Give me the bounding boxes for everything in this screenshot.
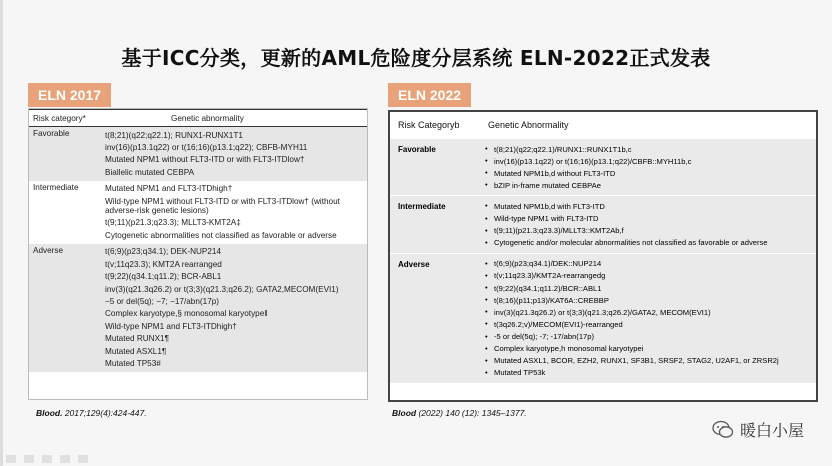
genetic-abnormality: inv(3)(q21.3q26.2) or t(3;3)(q21.3;q26.2); GATA2,MECOM(EVI1) [105,284,339,294]
genetic-abnormality: Mutated NPM1 without FLT3-ITD or with FLT3-ITDlow† [105,155,305,165]
genetic-abnormality: Wild-type NPM1 and FLT3-ITDhigh† [105,321,237,331]
citation-details: 2017;129(4):424-447. [62,408,147,418]
genetic-abnormality: • Cytogenetic and/or molecular abnormalities not classified as favorable or adverse [484,237,812,249]
genetic-abnormality-list [101,181,367,244]
genetic-abnormality: • t(8;21)(q22;q22.1)/RUNX1::RUNX1T1b,c [484,143,812,155]
genetic-abnormality: Complex karyotype,§ monosomal karyotype‖ [105,309,268,319]
genetic-abnormality: Mutated ASXL1¶ [105,346,167,356]
genetic-abnormality-list [480,139,816,196]
genetic-abnormality: t(9;11)(p21.3;q23.3); MLLT3-KMT2A‡ [105,218,241,228]
genetic-abnormality-list [101,127,367,181]
genetic-abnormality: • t(3q26.2;v)/MECOM(EVI1)-rearranged [484,318,812,330]
genetic-abnormality: • t(6;9)(p23;q34.1)/DEK::NUP214 [484,258,812,270]
genetic-abnormality: Wild-type NPM1 without FLT3-ITD or with FLT3-ITDlow† (without adverse-risk genetic lesions) [105,196,340,216]
citation-journal: Blood [392,408,417,418]
genetic-abnormality: • Wild-type NPM1 with FLT3-ITD [484,213,812,225]
watermark-text: 暖白小屋 [740,421,805,440]
genetic-abnormality: Mutated NPM1 and FLT3-ITDhigh† [105,184,233,194]
genetic-abnormality: • t(9;11)(p21.3;q23.3)/MLLT3::KMT2Ab,f [484,225,812,237]
citation-2017 [36,408,147,418]
eln2017-badge: ELN 2017 [28,83,111,107]
risk-row-intermediate [29,181,367,244]
citation-2022 [392,408,527,418]
header-risk-category: Risk category* [29,110,101,127]
toolbar-back-button[interactable] [6,455,16,463]
risk-row-favorable [390,139,816,196]
toolbar-pen-button[interactable] [42,455,52,463]
genetic-abnormality: • Mutated ASXL1, BCOR, EZH2, RUNX1, SF3B1, SRSF2, STAG2, U2AF1, or ZRSR2j [484,355,812,367]
genetic-abnormality: • t(v;11q23.3)/KMT2A-rearrangedg [484,270,812,282]
genetic-abnormality: t(v;11q23.3); KMT2A rearranged [105,259,222,269]
genetic-abnormality-list [480,253,816,383]
genetic-abnormality: Mutated TP53# [105,359,161,369]
genetic-abnormality: Cytogenetic abnormalities not classified as favorable or adverse [105,230,337,240]
header-risk-category: Risk Categoryb [398,120,460,130]
genetic-abnormality: • bZIP in-frame mutated CEBPAe [484,179,812,191]
citation-details: (2022) 140 (12): 1345–1377. [416,408,527,418]
genetic-abnormality: • t(8;16)(p11;p13)/KAT6A::CREBBP [484,294,812,306]
watermark [712,418,804,441]
toolbar-forward-button[interactable] [24,455,34,463]
genetic-abnormality: Biallelic mutated CEBPA [105,167,195,177]
toolbar-more-button[interactable] [78,455,88,463]
genetic-abnormality: t(6;9)(p23;q34.1); DEK-NUP214 [105,247,222,257]
eln2022-badge: ELN 2022 [388,83,471,107]
genetic-abnormality: • inv(3)(q21.3q26.2) or t(3;3)(q21.3;q26.2)/GATA2, MECOM(EVI1) [484,306,812,318]
wechat-icon [712,420,734,440]
genetic-abnormality: inv(16)(p13.1q22) or t(16;16)(p13.1;q22); CBFB-MYH11 [105,142,308,152]
risk-category: Favorable [390,139,480,196]
genetic-abnormality: • t(9;22)(q34.1;q11.2)/BCR::ABL1 [484,282,812,294]
eln2017-table-panel [28,108,368,400]
risk-category: Adverse [390,253,480,383]
genetic-abnormality: • inv(16)(p13.1q22) or t(16;16)(p13.1;q22)/CBFB::MYH11b,c [484,155,812,167]
risk-row-intermediate [390,196,816,253]
risk-category: Intermediate [33,182,79,192]
genetic-abnormality: t(8;21)(q22;q22.1); RUNX1-RUNX1T1 [105,130,243,140]
genetic-abnormality: • Mutated NPM1b,d with FLT3-ITD [484,200,812,212]
risk-row-favorable [29,127,367,181]
toolbar-zoom-button[interactable] [60,455,70,463]
slide-title: 基于ICC分类，更新的AML危险度分层系统 ELN-2022正式发表 [121,46,711,70]
genetic-abnormality-list [480,196,816,253]
header-genetic-abnormality: Genetic Abnormality [488,120,569,130]
risk-row-adverse [29,244,367,372]
risk-category: Intermediate [390,196,480,253]
risk-category: Adverse [33,245,64,255]
genetic-abnormality: • -5 or del(5q); -7; -17/abn(17p) [484,331,812,343]
slide-toolbar [0,452,832,466]
genetic-abnormality: • Complex karyotype,h monosomal karyotypei [484,343,812,355]
eln2022-table [390,112,816,383]
genetic-abnormality: • Mutated TP53k [484,367,812,379]
genetic-abnormality-list [101,244,367,372]
eln2017-table [29,109,367,372]
genetic-abnormality: • Mutated NPM1b,d without FLT3-ITD [484,167,812,179]
risk-category: Favorable [33,129,70,138]
genetic-abnormality: Mutated RUNX1¶ [105,334,170,344]
risk-row-adverse [390,253,816,383]
header-genetic-abnormality: Genetic abnormality [101,110,367,127]
genetic-abnormality: −5 or del(5q); −7; −17/abn(17p) [105,296,220,306]
genetic-abnormality: t(9;22)(q34.1;q11.2); BCR-ABL1 [105,272,222,282]
eln2022-table-panel [388,110,818,402]
citation-journal: Blood. [36,408,63,418]
